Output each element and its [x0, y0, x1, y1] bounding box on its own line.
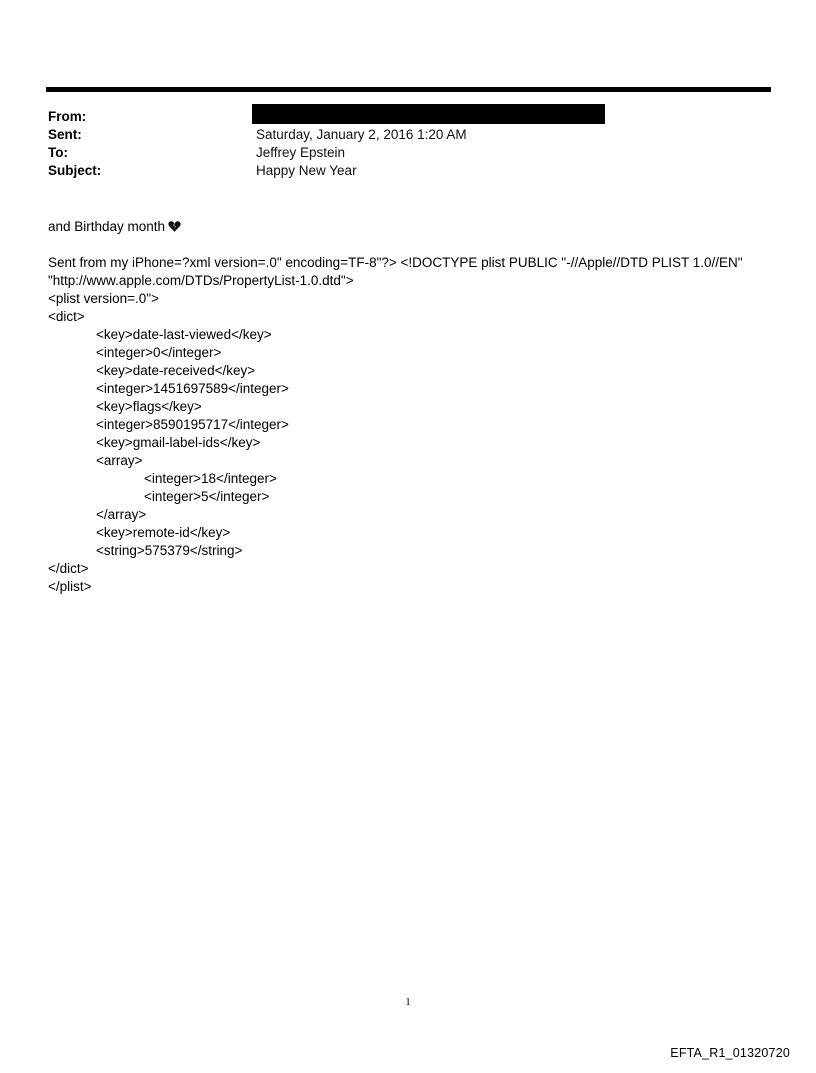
plist-line: <key>date-received</key> — [96, 363, 256, 378]
sent-row — [48, 126, 768, 144]
plist-open: <plist version=.0"> — [48, 291, 159, 306]
plist-line: <key>gmail-label-ids</key> — [96, 435, 261, 450]
email-body — [48, 218, 778, 596]
dict-open: <dict> — [48, 309, 85, 324]
subject-label: Subject: — [48, 163, 102, 178]
greeting-line — [48, 218, 778, 236]
dtd-url-line: "http://www.apple.com/DTDs/PropertyList-1.0.dtd"> — [48, 273, 354, 288]
plist-line: <key>date-last-viewed</key> — [96, 327, 272, 342]
dict-close: </dict> — [48, 561, 89, 576]
plist-line: <string>575379</string> — [96, 543, 243, 558]
sent-from-line: Sent from my iPhone=?xml version=.0" encoding=TF-8"?> <!DOCTYPE plist PUBLIC "-//Apple//DTD PLIST 1.0//EN" — [48, 255, 743, 270]
from-row — [48, 108, 768, 126]
plist-line: <key>flags</key> — [96, 399, 202, 414]
page-number: 1 — [405, 996, 411, 1008]
sent-label: Sent: — [48, 127, 82, 142]
plist-line: <array> — [96, 453, 143, 468]
plist-array-item: <integer>18</integer> — [144, 471, 277, 486]
plist-line: </array> — [96, 507, 147, 522]
to-value: Jeffrey Epstein — [256, 145, 346, 160]
broken-heart-icon — [168, 221, 181, 232]
email-header — [48, 108, 768, 180]
from-label: From: — [48, 109, 87, 124]
to-row — [48, 144, 768, 162]
greeting-text: and Birthday month — [48, 219, 166, 234]
subject-row — [48, 162, 768, 180]
plist-line: <integer>1451697589</integer> — [96, 381, 289, 396]
plist-close: </plist> — [48, 579, 92, 594]
plist-array-item: <integer>5</integer> — [144, 489, 270, 504]
redaction-bar — [252, 104, 605, 124]
to-label: To: — [48, 145, 68, 160]
bates-number: EFTA_R1_01320720 — [670, 1046, 790, 1060]
plist-line: <integer>8590195717</integer> — [96, 417, 289, 432]
plist-line: <key>remote-id</key> — [96, 525, 231, 540]
sent-value: Saturday, January 2, 2016 1:20 AM — [256, 127, 467, 142]
plist-line: <integer>0</integer> — [96, 345, 222, 360]
subject-value: Happy New Year — [256, 163, 357, 178]
header-rule — [46, 87, 771, 92]
